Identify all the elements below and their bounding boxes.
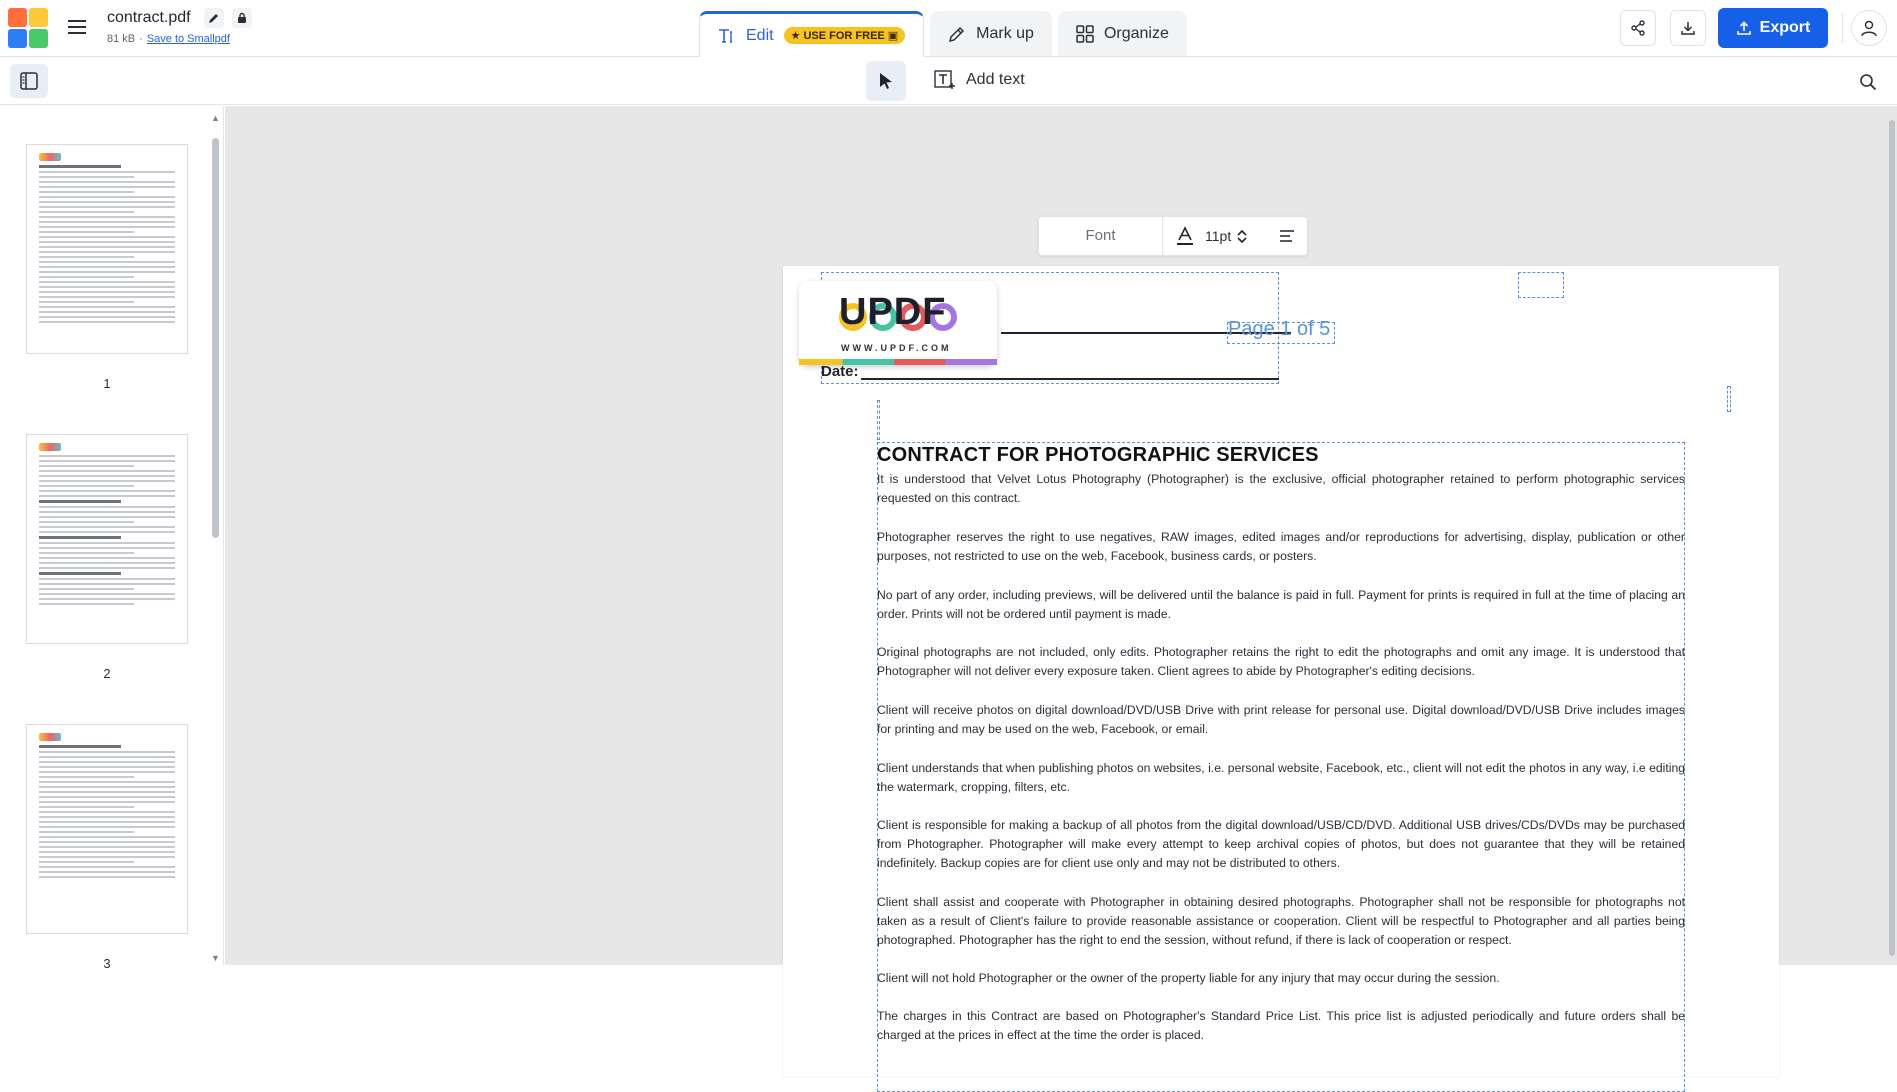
hamburger-icon — [68, 20, 86, 34]
canvas-scrollbar[interactable] — [1887, 106, 1897, 965]
page-thumbnail-3[interactable] — [26, 724, 188, 934]
document-title[interactable]: CONTRACT FOR PHOTOGRAPHIC SERVICES — [877, 444, 1319, 466]
add-text-icon — [934, 70, 956, 90]
chevron-down-icon[interactable] — [1237, 237, 1247, 244]
tab-markup[interactable] — [930, 11, 1052, 56]
file-size: 81 kB — [107, 33, 136, 45]
search-icon — [1859, 73, 1877, 91]
paragraph[interactable]: Client understands that when publishing photos on websites, i.e. personal website, Facebook, etc., client will not edit the photos in any way, i.e editing the watermark, cropping, filters, etc. — [877, 761, 1685, 794]
text-align-button[interactable] — [1277, 226, 1297, 246]
font-size-stepper[interactable] — [1237, 229, 1247, 244]
rename-button[interactable] — [204, 8, 224, 28]
scroll-up-arrow[interactable]: ▲ — [211, 113, 220, 123]
align-icon — [1279, 229, 1295, 243]
save-to-smallpdf-link[interactable]: Save to Smallpdf — [146, 33, 230, 45]
grid-icon — [1076, 25, 1094, 43]
page-number-selection[interactable] — [1227, 322, 1335, 344]
panel-icon — [20, 72, 38, 90]
empty-text-box[interactable] — [1518, 272, 1564, 298]
chevron-up-icon[interactable] — [1237, 229, 1247, 236]
share-button[interactable] — [1620, 10, 1656, 46]
toggle-thumbnails-button[interactable] — [10, 64, 48, 98]
text-format-toolbar — [1038, 216, 1308, 256]
tab-edit-label: Edit — [746, 26, 774, 44]
canvas-scroll-thumb[interactable] — [1889, 120, 1895, 956]
tab-edit[interactable] — [699, 11, 924, 57]
share-icon — [1630, 20, 1646, 36]
paragraph[interactable]: Client shall assist and cooperate with Photographer in obtaining desired photographs. Photographer shall not be responsible for photographs not taken as a result of Client's failure to provide reasonable assistance or cooperation. Client will be respectful to Photographer and all parties being photographed. Photographer has the right to end the session, without refund, if there is lack of cooperation or respect. — [877, 895, 1685, 947]
avatar[interactable] — [1851, 10, 1887, 46]
margin-marker[interactable] — [1727, 386, 1731, 412]
paragraph[interactable]: It is understood that Velvet Lotus Photography (Photographer) is the exclusive, official photographer retained to perform photographic services requested on this contract. — [877, 472, 1685, 505]
add-text-label: Add text — [966, 71, 1025, 88]
pen-icon — [948, 25, 966, 43]
text-color-button[interactable] — [1175, 225, 1195, 247]
tab-organize-label: Organize — [1103, 24, 1169, 42]
edit-toolbar — [0, 57, 1897, 105]
promo-badge[interactable]: ★ USE FOR FREE ▣ — [784, 27, 906, 44]
paragraph[interactable]: Client is responsible for making a backup of all photos from the digital download/USB/CD/DVD. Additional USB drives/CDs/DVDs may be purchased from Photographer. Photographer will make every attempt to keep archival copies of photos, but does not guarantee that they will be retained indefinitely. Backup copies are for client use only and may not be distributed to others. — [877, 818, 1685, 870]
export-label: Export — [1759, 19, 1811, 36]
add-text-button[interactable] — [934, 70, 1025, 90]
paragraph[interactable]: Photographer reserves the right to use negatives, RAW images, edited images and/or reproductions for advertising, display, publication or other purposes, not restricted to use on the web, Facebook, business cards, or posters. — [877, 530, 1685, 563]
star-icon: ★ — [790, 30, 801, 42]
mode-tabs — [699, 11, 1187, 57]
cursor-icon — [878, 72, 894, 90]
spacer-text-box[interactable] — [877, 400, 880, 440]
paragraph[interactable]: The charges in this Contract are based on Photographer's Standard Price List. This price list is adjusted periodically and future orders shall be charged at the prices in effect at the time the order is placed. — [877, 1009, 1685, 1042]
document-canvas — [225, 106, 1897, 1042]
logo-url: WWW.UPDF.COM — [841, 343, 952, 353]
app-logo[interactable] — [8, 8, 48, 48]
lock-button[interactable] — [232, 8, 252, 28]
page-thumbnail-2[interactable] — [26, 434, 188, 644]
upload-icon — [1736, 20, 1752, 36]
select-tool-button[interactable] — [866, 61, 906, 101]
text-edit-icon — [718, 28, 736, 44]
thumbnail-number: 3 — [103, 956, 111, 971]
sidebar-scrollbar[interactable] — [211, 113, 220, 963]
page-number-label[interactable]: Page 1 of 5 — [1228, 318, 1331, 340]
paragraph[interactable]: Original photographs are not included, only edits. Photographer retains the right to edit the photographs and omit any image. It is understood that Photographer will not deliver every exposure taken. Client agrees to abide by Photographer's editing decisions. — [877, 645, 1685, 678]
font-selector[interactable]: Font — [1039, 216, 1163, 256]
gift-icon: ▣ — [887, 30, 899, 42]
menu-button[interactable] — [62, 12, 92, 42]
file-actions — [204, 8, 252, 28]
thumbnail-sidebar — [0, 106, 224, 971]
paragraph[interactable]: No part of any order, including previews, will be delivered until the balance is paid in full. Payment for prints is required in full at the time of placing an order. Prints will not be ordered until payment is made. — [877, 588, 1685, 621]
text-color-icon — [1176, 226, 1194, 246]
thumbnail-number: 2 — [103, 666, 111, 681]
top-bar — [0, 0, 1897, 57]
logo-text: UPDF — [839, 291, 947, 333]
date-rule — [861, 378, 1279, 380]
page-thumbnail-1[interactable] — [26, 144, 188, 354]
scroll-down-arrow[interactable]: ▼ — [211, 953, 220, 963]
user-icon — [1860, 19, 1878, 37]
tab-markup-label: Mark up — [976, 24, 1034, 42]
download-button[interactable] — [1670, 10, 1706, 46]
font-size-value[interactable]: 11pt — [1205, 228, 1232, 244]
pencil-icon — [208, 12, 220, 24]
updf-logo — [799, 281, 997, 365]
search-button[interactable] — [1854, 68, 1882, 96]
lock-icon — [236, 12, 248, 24]
file-name: contract.pdf — [107, 9, 191, 26]
sidebar-scroll-thumb[interactable] — [212, 138, 219, 538]
download-icon — [1680, 20, 1696, 36]
tab-organize[interactable] — [1058, 11, 1187, 56]
thumbnail-number: 1 — [103, 376, 111, 391]
date-label[interactable]: Date: — [821, 363, 859, 380]
export-button[interactable] — [1718, 8, 1828, 48]
paragraph[interactable]: Client will receive photos on digital download/DVD/USB Drive with print release for personal use. Digital download/DVD/USB Drive includes images for printing and may be used on the web, Facebook, or email. — [877, 703, 1685, 736]
file-meta: 81 kB · Save to Smallpdf — [107, 33, 230, 45]
pdf-page — [783, 266, 1779, 1076]
paragraph[interactable]: Client will not hold Photographer or the owner of the property liable for any injury that may occur during the session. — [877, 971, 1500, 985]
divider — [1842, 12, 1843, 44]
